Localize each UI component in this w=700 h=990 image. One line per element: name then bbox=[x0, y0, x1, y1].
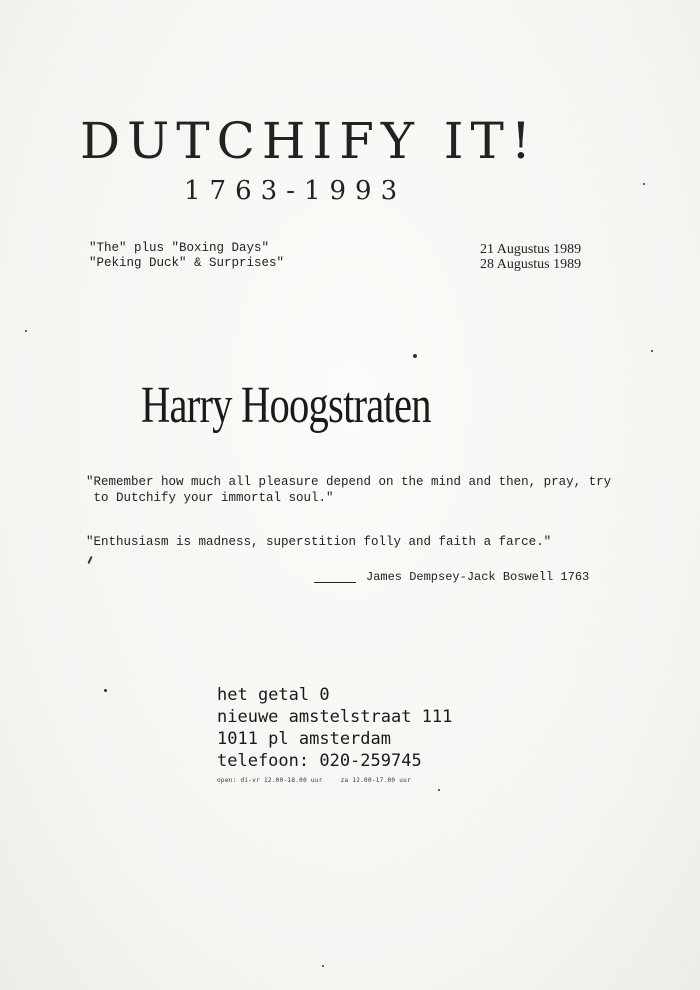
ink-speck bbox=[413, 354, 417, 358]
exhibition-date-2: 28 Augustus 1989 bbox=[480, 257, 582, 272]
quote-attribution bbox=[366, 570, 589, 584]
ink-speck bbox=[87, 556, 92, 564]
attribution-dash bbox=[314, 582, 356, 583]
venue-address bbox=[217, 684, 452, 772]
ink-speck bbox=[322, 965, 324, 967]
year-range: 1763-1993 bbox=[184, 176, 407, 206]
ink-speck bbox=[651, 350, 653, 352]
ink-speck bbox=[438, 789, 440, 791]
hours-weekdays: open: di-vr 12.00-18.00 uur bbox=[217, 777, 323, 784]
flyer-title: DUTCHIFY IT! bbox=[80, 112, 538, 170]
ink-speck bbox=[643, 183, 645, 185]
venue-postal: 1011 pl amsterdam bbox=[217, 729, 391, 749]
ink-speck bbox=[25, 330, 27, 332]
venue-name: het getal 0 bbox=[217, 685, 330, 705]
quote-1: "Remember how much all pleasure depend on the mind and then, pray, try to Dutchify your immortal soul." bbox=[86, 475, 612, 505]
attribution-text: James Dempsey-Jack Boswell 1763 bbox=[366, 570, 590, 584]
exhibition-title-1: "The" plus "Boxing Days" bbox=[89, 241, 270, 255]
exhibition-titles bbox=[89, 241, 284, 271]
hours-saturday: za 12.00-17.00 uur bbox=[340, 777, 411, 784]
exhibition-dates bbox=[480, 242, 581, 272]
artist-name: Harry Hoogstraten bbox=[141, 377, 431, 434]
opening-hours bbox=[217, 777, 425, 784]
exhibition-date-1: 21 Augustus 1989 bbox=[480, 242, 582, 257]
ink-speck bbox=[104, 689, 107, 692]
venue-street: nieuwe amstelstraat 111 bbox=[217, 707, 453, 727]
quote-2: "Enthusiasm is madness, superstition folly and faith a farce." bbox=[86, 535, 552, 549]
exhibition-title-2: "Peking Duck" & Surprises" bbox=[89, 256, 285, 270]
venue-phone: telefoon: 020-259745 bbox=[217, 751, 422, 771]
